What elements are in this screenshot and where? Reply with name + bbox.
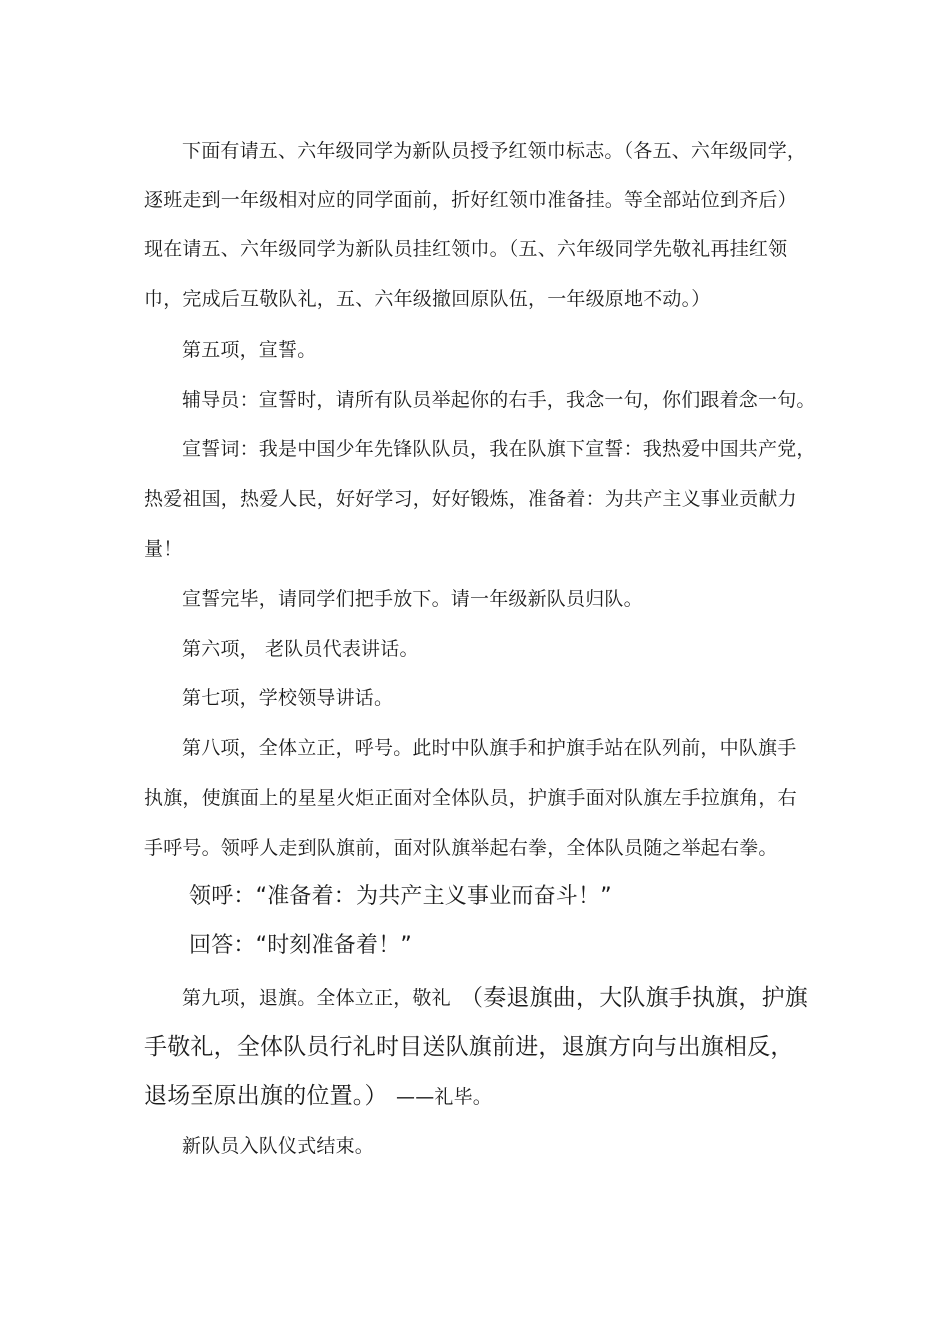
section-heading: 第七项，学校领导讲话。 [182,687,394,709]
paragraph-line-end: ——礼毕。 [396,1086,493,1108]
paragraph-line-emphasis: 手敬礼，全体队员行礼时目送队旗前进，退旗方向与出旗相反， [144,1034,794,1060]
section-heading: 第五项，宣誓。 [182,339,317,361]
paragraph-line: 热爱祖国，热爱人民，好好学习，好好锻炼，准备着：为共产主义事业贡献力 [144,488,797,510]
paragraph-line-start: 第九项，退旗。全体立正，敬礼 [182,987,451,1009]
paragraph-line: 宣誓词：我是中国少年先锋队队员，我在队旗下宣誓：我热爱中国共产党， [182,438,816,460]
paragraph-line-emphasis: 退场至原出旗的位置。） [144,1083,388,1109]
paragraph-line: 辅导员：宣誓时，请所有队员举起你的右手，我念一句，你们跟着念一句。 [182,389,816,411]
closing-line: 新队员入队仪式结束。 [182,1135,375,1157]
paragraph-line-emphasis: （奏退旗曲，大队旗手执旗，护旗 [460,985,808,1011]
paragraph-line: 巾，完成后互敬队礼，五、六年级撤回原队伍，一年级原地不动。） [144,288,711,310]
paragraph-line: 量！ [144,538,183,560]
section-heading: 第六项， 老队员代表讲话。 [182,638,419,660]
paragraph-line: 逐班走到一年级相对应的同学面前，折好红领巾准备挂。等全部站位到齐后） [144,189,797,211]
call-line: 领呼：“准备着：为共产主义事业而奋斗！” [189,884,612,909]
paragraph-line: 第八项，全体立正，呼号。此时中队旗手和护旗手站在队列前，中队旗手 [182,737,797,759]
paragraph-line: 下面有请五、六年级同学为新队员授予红领巾标志。（各五、六年级同学， [182,140,807,162]
response-line: 回答：“时刻准备着！” [189,933,412,958]
paragraph-line: 宣誓完毕，请同学们把手放下。请一年级新队员归队。 [182,588,643,610]
paragraph-line: 现在请五、六年级同学为新队员挂红领巾。（五、六年级同学先敬礼再挂红领 [144,238,788,260]
paragraph-line: 手呼号。领呼人走到队旗前，面对队旗举起右拳，全体队员随之举起右拳。 [144,837,778,859]
paragraph-line: 执旗，使旗面上的星星火炬正面对全体队员，护旗手面对队旗左手拉旗角，右 [144,787,797,809]
